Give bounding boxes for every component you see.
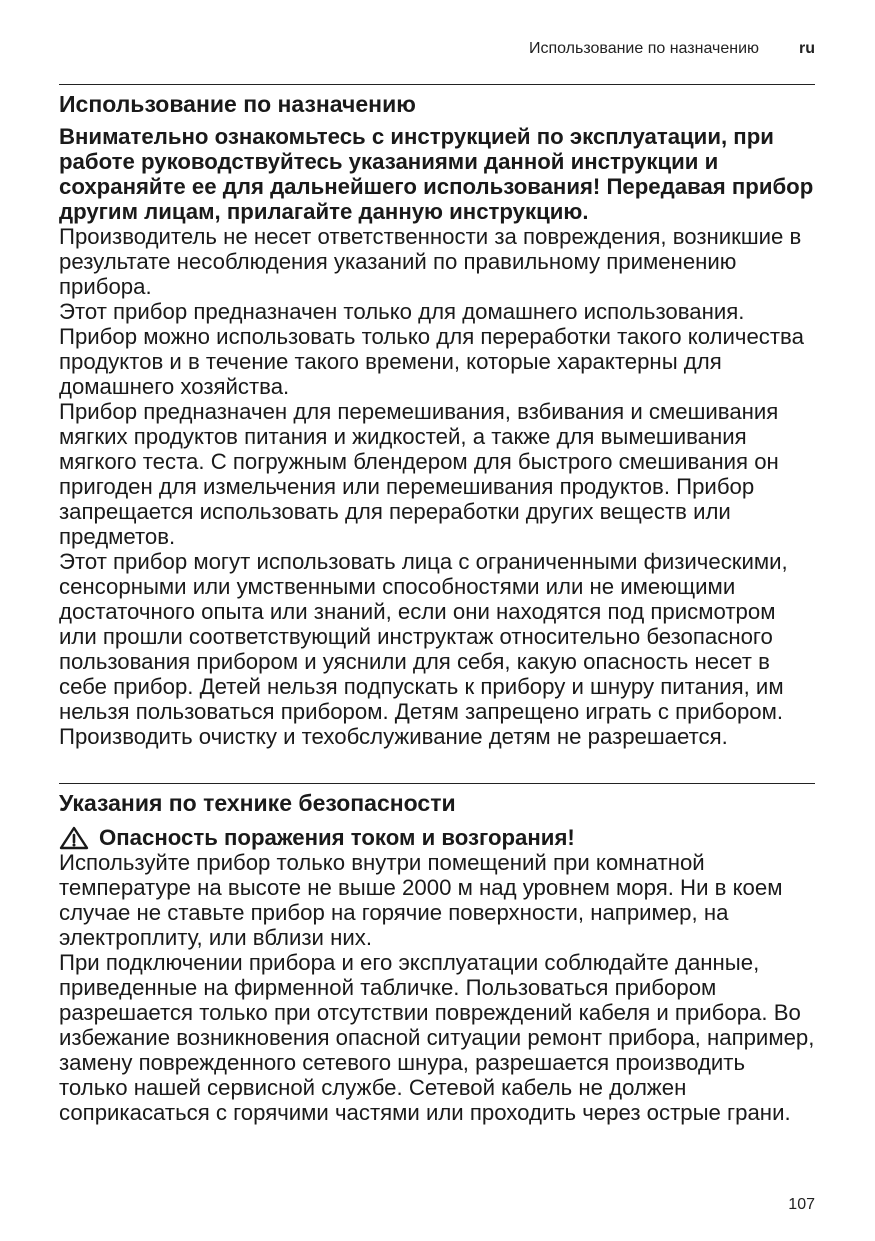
running-header	[529, 40, 815, 58]
paragraph-restricted-persons: Этот прибор могут использовать лица с ограниченными физическими, сенсорными или умственными способностями или не имеющими достаточного опыта или знаний, если они находятся под присмотром или прошли соответствующий инструктаж относительно безопасного пользования прибором и уяснили для себя, какую опасность несет в себе прибор. Детей нельзя подпускать к прибору и шнуру питания, им нельзя пользоваться прибором. Детям запрещено играть с прибором. Производить очистку и техобслуживание детям не разрешается.	[59, 549, 788, 749]
warning-heading	[59, 825, 819, 850]
running-title: Использование по назначению	[528, 40, 759, 57]
language-code: ru	[799, 40, 815, 57]
section-title-safety: Указания по технике безопасности	[59, 790, 456, 816]
paragraph-indoor-use: Используйте прибор только внутри помещений при комнатной температуре на высоте не выше 2000 м над уровнем моря. Ни в коем случае не ставьте прибор на горячие поверхности, например, на электроплиту, или вблизи них.	[59, 850, 783, 950]
paragraph-liability: Производитель не несет ответственности за повреждения, возникшие в результате несоблюдения указаний по правильному применению прибора.	[59, 224, 802, 299]
paragraph-household-use: Этот прибор предназначен только для домашнего использования. Прибор можно использовать только для переработки такого количества продуктов и в течение такого времени, которые характерны для домашнего хозяйства.	[59, 299, 804, 399]
section-divider-top	[59, 84, 815, 85]
page-number: 107	[788, 1196, 815, 1213]
section-divider-safety	[59, 783, 815, 784]
paragraph-purpose: Прибор предназначен для перемешивания, взбивания и смешивания мягких продуктов питания и жидкостей, а также для вымешивания мягкого теста. С погружным блендером для быстрого смешивания он пригоден для измельчения или перемешивания продуктов. Прибор запрещается использовать для переработки других веществ или предметов.	[59, 399, 779, 549]
intro-bold-paragraph: Внимательно ознакомьтесь с инструкцией по эксплуатации, при работе руководствуйтесь указаниями данной инструкции и сохраняйте ее для дальнейшего использования! Передавая прибор другим лицам, прилагайте данную инструкцию.	[59, 124, 814, 224]
warning-title: Опасность поражения током и возгорания!	[99, 825, 575, 850]
section-title-intended-use: Использование по назначению	[59, 91, 416, 117]
section-intended-use	[59, 88, 819, 749]
paragraph-connection: При подключении прибора и его эксплуатации соблюдайте данные, приведенные на фирменной табличке. Пользоваться прибором разрешается только при отсутствии повреждений кабеля и прибора. Во избежание возникновения опасной ситуации ремонт прибора, например, замену поврежденного сетевого шнура, разрешается производить только нашей сервисной службе. Сетевой кабель не должен соприкасаться с горячими частями или проходить через острые грани.	[59, 950, 815, 1125]
warning-triangle-icon	[59, 826, 89, 850]
section-safety	[59, 787, 819, 1125]
